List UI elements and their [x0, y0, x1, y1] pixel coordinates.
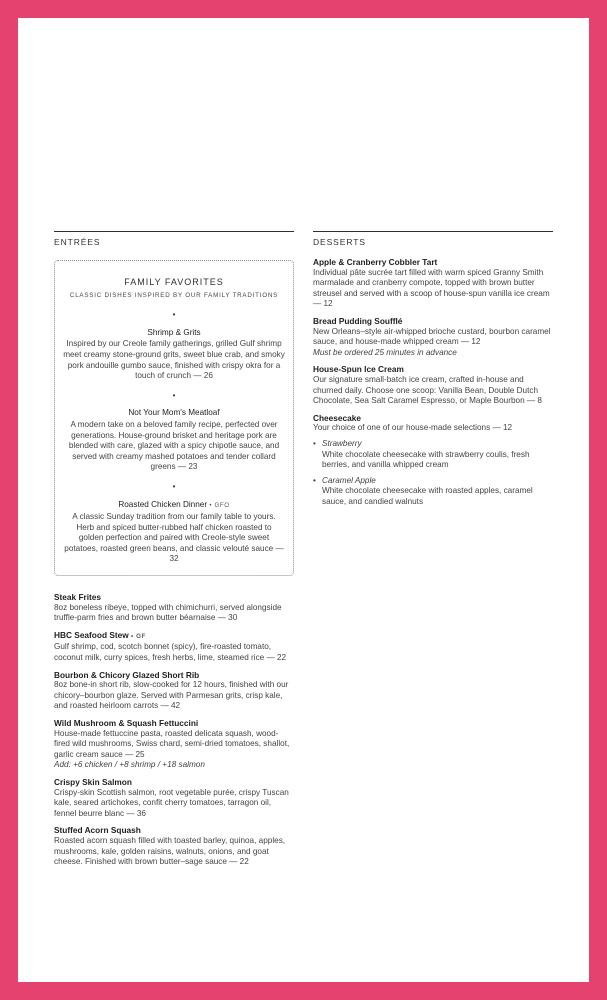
menu-item-description: New Orleans–style air-whipped brioche custard, bourbon caramel sauce, and house-made whipped cream — 12	[313, 326, 551, 347]
option-name: • Strawberry	[322, 438, 362, 448]
cheesecake-options	[313, 439, 553, 508]
menu-item-name: Bread Pudding Soufflé	[313, 315, 403, 326]
menu-item	[54, 630, 294, 664]
desserts-list	[313, 257, 553, 507]
family-favorites-subtitle: CLASSIC DISHES INSPIRED BY OUR FAMILY TRADITIONS	[69, 291, 279, 299]
menu-item-name: Apple & Cranberry Cobbler Tart	[313, 257, 438, 267]
menu-item	[313, 257, 553, 310]
bullet-divider: •	[172, 390, 176, 400]
menu-item-name: Not Your Mom's Meatloaf	[128, 408, 220, 418]
entrees-column	[54, 231, 294, 874]
menu-item	[54, 592, 294, 624]
menu-item-name: Wild Mushroom & Squash Fettuccini	[54, 718, 199, 728]
menu-item-description: A modern take on a beloved family recipe, perfected over generations. House-ground brisket and heritage pork are blended with care, glazed with a spicy chipotle sauce, and served with creamy mashed potatoes and tender collard greens — 23	[68, 419, 280, 472]
desserts-column	[313, 231, 553, 513]
menu-item-name: Roasted Chicken Dinner • GFO	[118, 499, 230, 509]
menu-item-name: Cheesecake	[313, 412, 361, 423]
menu-item-description: Our signature small-batch ice cream, crafted in-house and churned daily. Choose one scoop: Vanilla Bean, Double Dutch Chocolate, Sea Salt Caramel Espresso, or Maple Bourbon — 8	[313, 374, 542, 406]
menu-item-description: Roasted acorn squash filled with toasted barley, quinoa, apples, mushrooms, kale, golden raisins, walnuts, onions, and goat cheese. Finished with brown butter–sage sauce — 22	[54, 835, 286, 867]
entrees-heading: ENTRÉES	[54, 231, 294, 247]
dietary-tag: • GF	[131, 632, 146, 640]
menu-item	[313, 364, 553, 406]
menu-item-description: 8oz bone-in short rib, slow-cooked for 12 hours, finished with our chicory–bourbon glaze. Served with Parmesan grits, crisp kale, and roasted heirloom carrots — 42	[54, 680, 289, 711]
cheesecake-option	[313, 476, 553, 508]
menu-item	[313, 316, 553, 358]
desserts-heading: DESSERTS	[313, 231, 553, 247]
menu-item-name: HBC Seafood Stew • GF	[54, 629, 146, 640]
option-description: White chocolate cheesecake with strawberry coulis, fresh berries, and vanilla whipped cream	[322, 449, 530, 470]
menu-item-name: Steak Frites	[54, 592, 102, 603]
menu-item-name: Stuffed Acorn Squash	[54, 825, 141, 836]
family-favorite-item	[63, 408, 285, 473]
menu-item-description: A classic Sunday tradition from our family table to yours. Herb and spiced butter-rubbed half chicken roasted to golden perfection and paired with Creole-style sweet potatoes, roasted green beans, and classic velouté sauce — 32	[64, 512, 284, 564]
family-favorites-box	[54, 260, 294, 576]
family-favorites-title: FAMILY FAVORITES	[124, 277, 224, 287]
menu-item-name: Shrimp & Grits	[147, 327, 201, 337]
menu-item-description: Your choice of one of our house-made selections — 12	[313, 423, 513, 433]
menu-item	[54, 825, 294, 867]
bullet-divider: •	[172, 310, 176, 320]
dietary-tag: • GFO	[209, 501, 230, 509]
bullet-divider: •	[172, 481, 176, 491]
menu-item-description: House-made fettuccine pasta, roasted delicata squash, wood-fired wild mushrooms, Swiss chard, semi-dried tomatoes, shallot, garlic cream sauce — 25	[54, 728, 290, 759]
menu-item-name: Crispy Skin Salmon	[54, 776, 132, 787]
menu-item	[54, 670, 294, 712]
option-name: • Caramel Apple	[322, 475, 376, 485]
option-description: White chocolate cheesecake with roasted apples, caramel sauce, and candied walnuts	[322, 486, 533, 506]
menu-item	[54, 777, 294, 819]
menu-item-note: Must be ordered 25 minutes in advance	[313, 347, 457, 357]
menu-item-name: House-Spun Ice Cream	[313, 364, 404, 375]
cheesecake-option	[313, 439, 553, 471]
menu-page	[18, 18, 589, 982]
menu-item-note: Add: +6 chicken / +8 shrimp / +18 salmon	[54, 760, 205, 770]
entrees-list	[54, 592, 294, 868]
menu-item-description: 8oz boneless ribeye, topped with chimichurri, served alongside truffle-parm fries and brown butter béarnaise — 30	[54, 602, 282, 623]
menu-item-description: Individual pâte sucrée tart filled with warm spiced Granny Smith marmalade and cranberry compote, topped with brown butter streusel and served with a scoop of house-spun vanilla ice cream — 12	[313, 267, 550, 309]
menu-item-description: Gulf shrimp, cod, scotch bonnet (spicy), fire-roasted tomato, coconut milk, curry spices, fresh herbs, lime, steamed rice — 22	[54, 642, 287, 663]
family-favorite-item	[63, 500, 285, 566]
menu-item-description: Crispy-skin Scottish salmon, root vegetable purée, crispy Tuscan kale, seared artichokes, confit cherry tomatoes, tarragon oil, fennel beurre blanc — 36	[54, 787, 289, 818]
menu-item	[54, 718, 294, 771]
menu-item	[313, 413, 553, 508]
menu-item-description: Inspired by our Creole family gatherings, grilled Gulf shrimp meet creamy stone-ground grits, sweet blue crab, and smoky pork andouille gumbo sauce, finished with crispy okra for a touch of crunch — 26	[63, 339, 285, 381]
menu-item-name: Bourbon & Chicory Glazed Short Rib	[54, 669, 200, 680]
family-favorite-item	[63, 328, 285, 382]
